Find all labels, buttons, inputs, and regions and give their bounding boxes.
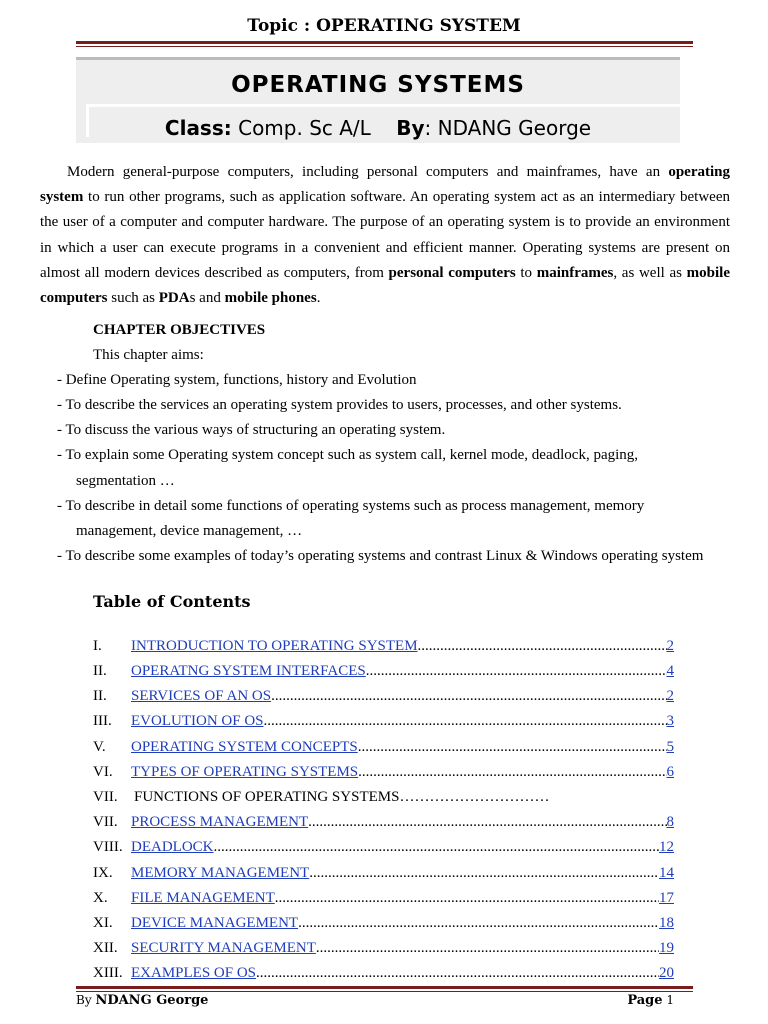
toc-number: I. <box>93 638 102 654</box>
intro-paragraph: Modern general-purpose computers, including personal computers and mainframes, have an operating system to run other programs, such as application software. An operating system act as an intermediary between the user of a computer and computer hardware. The purpose of an operating system is to provide an environment in which a user can execute programs in a convenient and efficient manner. Operating systems are present on almost all modern devices described as computers, from personal computers to mainframes, as well as mobile computers such as PDAs and mobile phones. <box>40 164 730 307</box>
objectives-heading: CHAPTER OBJECTIVES <box>93 322 266 338</box>
toc-page-link[interactable]: 5 <box>666 739 674 755</box>
objectives-intro: This chapter aims: <box>93 347 204 363</box>
toc-row <box>93 787 674 807</box>
toc-page-link[interactable]: 6 <box>666 764 674 780</box>
toc-row <box>93 737 674 757</box>
objective-item-continued: segmentation … <box>76 473 175 489</box>
toc-number: VI. <box>93 764 113 780</box>
header-rule <box>76 41 693 47</box>
author-name: NDANG George <box>437 116 592 140</box>
toc-row <box>93 888 674 908</box>
toc-row <box>93 938 674 958</box>
toc-number: VII. <box>93 814 118 830</box>
toc-number: IX. <box>93 865 113 881</box>
objective-item: - To explain some Operating system concept such as system call, kernel mode, deadlock, paging, <box>57 447 639 463</box>
objective-item: - To describe the services an operating system provides to users, processes, and other systems. <box>57 397 622 413</box>
toc-page-link[interactable]: 2 <box>666 688 674 704</box>
toc-link[interactable]: OPERATING SYSTEM CONCEPTS <box>131 739 358 755</box>
toc-number: II. <box>93 663 107 679</box>
toc-link[interactable]: EXAMPLES OF OS <box>131 965 257 981</box>
toc-number: X. <box>93 890 108 906</box>
toc-link[interactable]: OPERATNG SYSTEM INTERFACES <box>131 663 366 679</box>
toc-page-link[interactable]: 2 <box>666 638 674 654</box>
toc-link[interactable]: EVOLUTION OF OS <box>131 713 264 729</box>
by-label: By <box>396 116 425 140</box>
toc-row <box>93 686 674 706</box>
footer-rule <box>76 986 693 992</box>
objective-item: - Define Operating system, functions, history and Evolution <box>57 372 417 388</box>
toc-row <box>93 661 674 681</box>
toc-section-heading: FUNCTIONS OF OPERATING SYSTEMS………………………… <box>134 789 550 805</box>
title-box <box>76 57 680 143</box>
toc-page-link[interactable]: 18 <box>659 915 674 931</box>
objective-item: - To discuss the various ways of structuring an operating system. <box>57 422 446 438</box>
toc-page-link[interactable]: 8 <box>666 814 674 830</box>
toc-page-link[interactable]: 20 <box>659 965 674 981</box>
toc-row <box>93 837 674 857</box>
toc-number: III. <box>93 713 112 729</box>
toc-link[interactable]: SERVICES OF AN OS <box>131 688 272 704</box>
toc-link[interactable]: FILE MANAGEMENT <box>131 890 275 906</box>
by-colon: : <box>424 116 432 140</box>
toc-row <box>93 636 674 656</box>
toc-page-link[interactable]: 17 <box>659 890 674 906</box>
toc-number: XII. <box>93 940 118 956</box>
toc-row <box>93 913 674 933</box>
toc-link[interactable]: PROCESS MANAGEMENT <box>131 814 309 830</box>
footer-author: By NDANG George <box>76 993 209 1008</box>
toc-link[interactable]: SECURITY MANAGEMENT <box>131 940 316 956</box>
document-title: OPERATING SYSTEMS <box>231 72 525 98</box>
class-author-line <box>76 116 680 140</box>
toc-link[interactable]: MEMORY MANAGEMENT <box>131 865 310 881</box>
toc-number: II. <box>93 688 107 704</box>
toc-row <box>93 762 674 782</box>
toc-row <box>93 863 674 883</box>
objective-item-continued: management, device management, … <box>76 523 303 539</box>
toc-page-link[interactable]: 12 <box>659 839 674 855</box>
toc-heading: Table of Contents <box>93 592 251 611</box>
toc-row <box>93 812 674 832</box>
footer-page-number: Page 1 <box>627 993 674 1008</box>
toc-link[interactable]: DEADLOCK <box>131 839 214 855</box>
toc-number: VII. <box>93 789 118 805</box>
toc-page-link[interactable]: 19 <box>659 940 674 956</box>
toc-row <box>93 963 674 983</box>
toc-number: XIII. <box>93 965 123 981</box>
toc-number: V. <box>93 739 106 755</box>
toc-page-link[interactable]: 14 <box>659 865 674 881</box>
toc-row <box>93 711 674 731</box>
toc-link[interactable]: DEVICE MANAGEMENT <box>131 915 299 931</box>
objective-item: - To describe in detail some functions of operating systems such as process management, memory <box>57 498 645 514</box>
page-header-topic: Topic : OPERATING SYSTEM <box>247 16 521 36</box>
toc-number: VIII. <box>93 839 123 855</box>
class-label: Class: <box>164 116 232 140</box>
toc-link[interactable]: INTRODUCTION TO OPERATING SYSTEM <box>131 638 418 654</box>
toc-number: XI. <box>93 915 113 931</box>
class-value: Comp. Sc A/L <box>238 116 371 140</box>
objective-item: - To describe some examples of today’s operating systems and contrast Linux & Windows operating system <box>57 548 704 564</box>
toc-link[interactable]: TYPES OF OPERATING SYSTEMS <box>131 764 359 780</box>
toc-page-link[interactable]: 3 <box>666 713 674 729</box>
toc-page-link[interactable]: 4 <box>666 663 674 679</box>
